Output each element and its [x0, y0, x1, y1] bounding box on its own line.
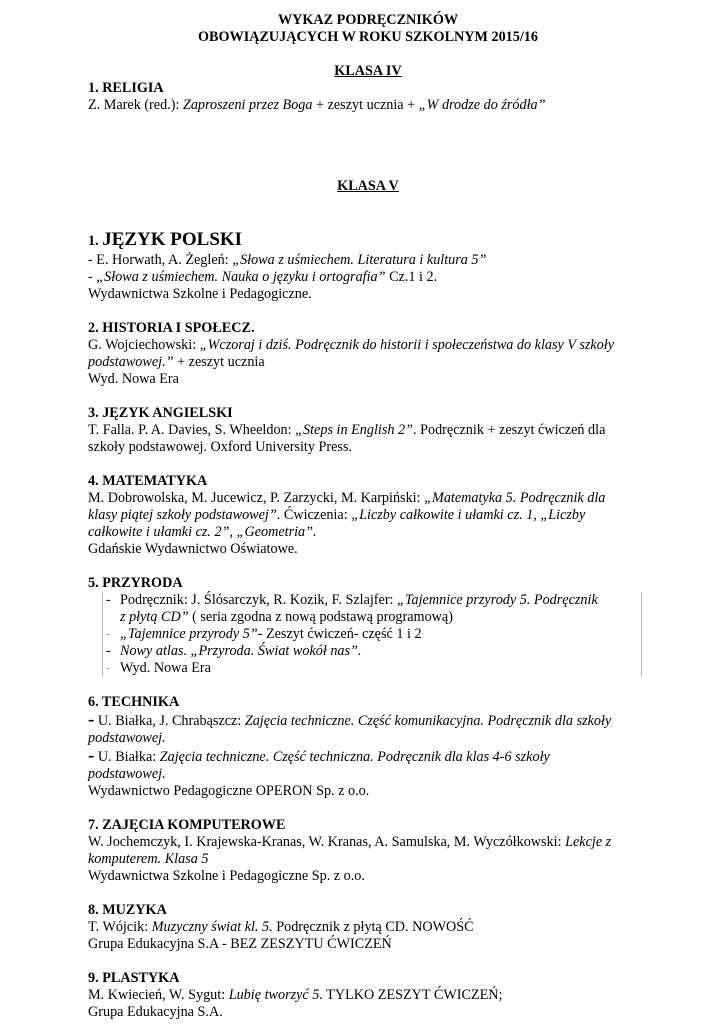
book-extra: Podręcznik z płytą CD. NOWOŚĆ — [272, 919, 474, 935]
book-title: „Tajemnice przyrody 5. Podręcznik — [397, 592, 598, 608]
book-extra: . Podręcznik + zeszyt ćwiczeń dla — [413, 422, 606, 438]
book-title: podstawowej. — [88, 730, 166, 746]
klasa-v-heading: KLASA V — [337, 178, 399, 194]
book-entry — [88, 711, 648, 747]
bullet-dash: - — [106, 643, 111, 659]
book-author: - E. Horwath, A. Żegleń: — [88, 252, 233, 268]
publisher: Grupa Edukacyjna S.A. — [88, 1004, 223, 1020]
book-title: Muzyczny świat kl. 5. — [151, 919, 273, 935]
book-author: W. Jochemczyk, I. Krajewska-Kranas, W. Kranas, A. Samulska, M. Wyczółkowski: — [88, 834, 566, 850]
book-entry — [88, 987, 648, 1004]
matematyka-section — [88, 473, 648, 558]
book-title: „Steps in English 2” — [295, 422, 414, 438]
bullet-dash: - — [106, 628, 110, 640]
book-extra: - Zeszyt ćwiczeń- część 1 i 2 — [257, 626, 422, 642]
section-heading: 2. HISTORIA I SPOŁECZ. — [88, 320, 255, 336]
plastyka-section — [88, 970, 648, 1021]
book-author: M. Kwiecień, W. Sygut: — [88, 987, 229, 1003]
book-title: Lubię tworzyć 5. — [228, 987, 323, 1003]
book-entry — [88, 97, 648, 114]
book-extra: . Ćwiczenia: — [276, 507, 352, 523]
section-number: 1. — [88, 233, 103, 249]
list-item — [88, 626, 648, 643]
przyroda-section — [88, 575, 648, 677]
book-author: Z. Marek (red.): — [88, 97, 183, 113]
book-author: M. Dobrowolska, M. Jucewicz, P. Zarzycki, M. Karpiński: — [88, 490, 425, 506]
section-heading: 8. MUZYKA — [88, 902, 167, 918]
book-entry — [88, 747, 648, 783]
komputerowe-section — [88, 817, 648, 885]
book-author: T. Wójcik: — [88, 919, 152, 935]
list-item — [88, 592, 648, 626]
book-title: „Słowa z uśmiechem. Literatura i kultura 5” — [232, 252, 487, 268]
muzyka-section — [88, 902, 648, 953]
publisher: Wydawnictwa Szkolne i Pedagogiczne. — [88, 286, 312, 302]
religia-section — [88, 80, 648, 114]
publisher: Wyd. Nowa Era — [88, 371, 179, 387]
bullet-dash: - — [106, 592, 111, 608]
list-item — [88, 643, 648, 660]
book-title: klasy piątej szkoły podstawowej” — [88, 507, 277, 523]
book-author: Podręcznik: J. Ślósarczyk, R. Kozik, F. Szlajfer: — [120, 592, 398, 608]
book-author: T. Falla. P. A. Davies, S. Wheeldon: — [88, 422, 296, 438]
book-extra: Cz.1 i 2. — [385, 269, 438, 285]
book-title: podstawowej.” — [88, 354, 174, 370]
bullet-dash: - — [88, 269, 97, 285]
book-entry — [88, 337, 648, 371]
section-heading — [88, 229, 648, 252]
book-title: „Wczoraj i dziś. Podręcznik do historii i społeczeństwa do klasy V szkoły — [199, 337, 614, 353]
book-title: całkowite i ułamki cz. 2”, „Geometria”. — [88, 524, 317, 540]
book-extra: szkoły podstawowej. Oxford University Press. — [88, 439, 353, 455]
book-entry — [88, 422, 648, 456]
bullet-dash: - — [88, 709, 95, 730]
section-heading: 1. RELIGIA — [88, 80, 164, 96]
publisher: Grupa Edukacyjna S.A - BEZ ZESZYTU ĆWICZEŃ — [88, 936, 392, 952]
section-heading: 5. PRZYRODA — [88, 575, 183, 591]
section-heading: 6. TECHNIKA — [88, 694, 180, 710]
book-author: G. Wojciechowski: — [88, 337, 200, 353]
book-entry — [88, 252, 648, 269]
book-title: Zajęcia techniczne. Część komunikacyjna. Podręcznik dla szkoły — [244, 713, 612, 729]
book-title: Zajęcia techniczne. Część techniczna. Podręcznik dla klas 4-6 szkoły — [159, 749, 550, 765]
book-title: podstawowej. — [88, 766, 166, 782]
document-title-line2: OBOWIĄZUJĄCYCH W ROKU SZKOLNYM 2015/16 — [197, 29, 538, 45]
book-entry — [88, 269, 648, 286]
book-entry — [88, 490, 648, 541]
list-item — [88, 660, 648, 677]
publisher: Gdańskie Wydawnictwo Oświatowe. — [88, 541, 298, 557]
book-entry — [88, 919, 648, 936]
angielski-section — [88, 405, 648, 456]
book-extra: + zeszyt ucznia + — [312, 97, 419, 113]
section-heading: 7. ZAJĘCIA KOMPUTEROWE — [88, 817, 286, 833]
publisher: Wydawnictwa Szkolne i Pedagogiczne Sp. z o.o. — [88, 868, 365, 884]
book-extra: TYLKO ZESZYT ĆWICZEŃ; — [322, 987, 503, 1003]
book-title: „Słowa z uśmiechem. Nauka o języku i ortografia” — [96, 269, 386, 285]
section-title: JĘZYK POLSKI — [102, 229, 243, 250]
bullet-dash: - — [88, 745, 95, 766]
section-heading: 4. MATEMATYKA — [88, 473, 208, 489]
book-title: „Matematyka 5. Podręcznik dla — [424, 490, 606, 506]
book-author: U. Białka: — [94, 749, 160, 765]
book-entry — [88, 834, 648, 868]
book-title: „Tajemnice przyrody 5” — [120, 626, 258, 642]
book-title: komputerem. Klasa 5 — [88, 851, 209, 867]
book-title: Lekcje z — [565, 834, 612, 850]
book-author: U. Białka, J. Chrabąszcz: — [94, 713, 245, 729]
bullet-dash: - — [106, 662, 110, 674]
przyroda-list — [88, 592, 648, 677]
publisher: Wyd. Nowa Era — [120, 660, 211, 676]
publisher: Wydawnictwo Pedagogiczne OPERON Sp. z o.o. — [88, 783, 370, 799]
book-title: z płytą CD” — [120, 609, 189, 625]
section-heading: 9. PLASTYKA — [88, 970, 180, 986]
book-title: „W drodze do źródła” — [418, 97, 546, 113]
klasa-iv-heading: KLASA IV — [334, 63, 402, 79]
historia-section — [88, 320, 648, 388]
book-title: Nowy atlas. „Przyroda. Świat wokół nas”. — [120, 643, 362, 659]
book-title: Zaproszeni przez Boga — [182, 97, 313, 113]
book-extra: + zeszyt ucznia — [173, 354, 265, 370]
book-title: „Liczby całkowite i ułamki cz. 1, „Liczby — [351, 507, 586, 523]
polski-section — [88, 229, 648, 303]
document-page — [88, 12, 648, 1021]
section-heading: 3. JĘZYK ANGIELSKI — [88, 405, 233, 421]
technika-section — [88, 694, 648, 800]
document-title-line1: WYKAZ PODRĘCZNIKÓW — [277, 12, 459, 28]
book-extra: ( seria zgodna z nową podstawą programową) — [188, 609, 453, 625]
